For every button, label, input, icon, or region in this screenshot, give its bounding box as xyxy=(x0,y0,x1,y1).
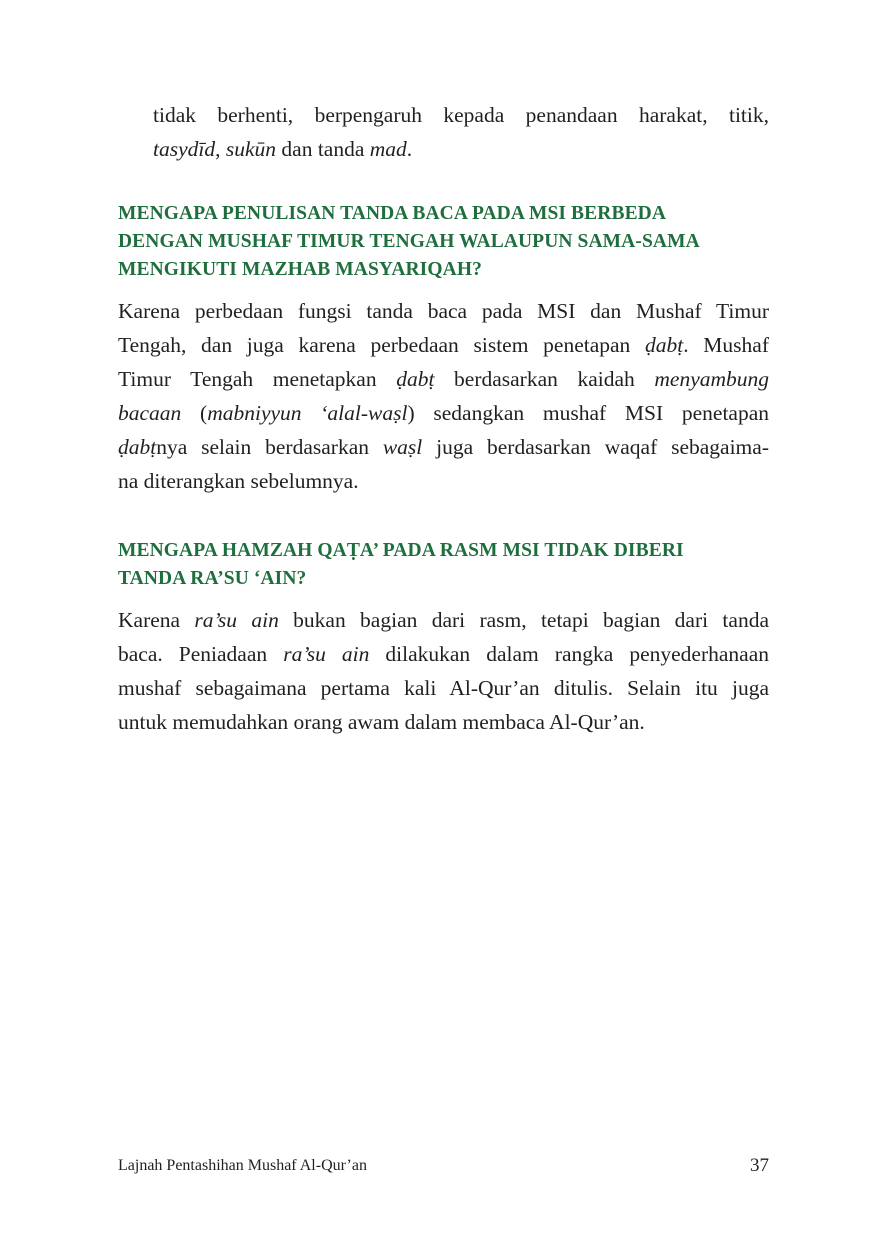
text-run: , xyxy=(215,137,226,161)
paragraph-line xyxy=(153,132,769,166)
text-run: bukan bagian dari rasm, tetapi bagian dari tanda xyxy=(278,608,769,632)
italic-term: tasydīd xyxy=(153,137,216,161)
paragraph-line: untuk memudahkan orang awam dalam membaca Al-Qur’an. xyxy=(118,710,645,734)
paragraph-line: na diterangkan sebelumnya. xyxy=(118,469,359,493)
text-run: Karena xyxy=(118,608,195,632)
paragraph-line xyxy=(118,396,769,430)
text-run: dan tanda xyxy=(276,137,370,161)
text-run: nya selain berdasarkan xyxy=(156,435,383,459)
page-footer xyxy=(118,1155,769,1177)
text-run: Tengah, dan juga karena perbedaan sistem penetapan xyxy=(118,333,645,357)
text-run: ( xyxy=(181,401,208,425)
paragraph-line: Karena perbedaan fungsi tanda baca pada MSI dan Mushaf Timur xyxy=(118,299,769,323)
heading-line: DENGAN MUSHAF TIMUR TENGAH WALAUPUN SAMA-SAMA xyxy=(118,231,700,252)
paragraph-line: tidak berhenti, berpengaruh kepada penandaan harakat, titik, xyxy=(153,103,769,127)
section-paragraph xyxy=(118,294,769,498)
italic-term: ra’su ain xyxy=(283,642,370,666)
footer-publisher: Lajnah Pentashihan Mushaf Al-Qur’an xyxy=(118,1157,367,1174)
heading-line: MENGAPA PENULISAN TANDA BACA PADA MSI BERBEDA xyxy=(118,203,667,224)
section-paragraph xyxy=(118,603,769,739)
paragraph-line xyxy=(118,328,769,362)
text-run: ) sedangkan mushaf MSI penetapan xyxy=(407,401,769,425)
italic-term: sukūn xyxy=(225,137,277,161)
text-run: . xyxy=(406,137,413,161)
italic-term: ḍabṭ xyxy=(118,435,157,459)
continuation-paragraph xyxy=(153,98,769,166)
paragraph-line xyxy=(118,637,769,671)
paragraph-line xyxy=(118,430,769,464)
text-run: Timur Tengah menetapkan xyxy=(118,367,397,391)
paragraph-line: mushaf sebagaimana pertama kali Al-Qur’an ditulis. Selain itu juga xyxy=(118,676,769,700)
italic-term: waṣl xyxy=(382,435,423,459)
paragraph-line xyxy=(118,603,769,637)
heading-line: MENGAPA HAMZAH QAṬA’ PADA RASM MSI TIDAK DIBERI xyxy=(118,540,684,561)
italic-term: menyambung xyxy=(654,367,770,391)
italic-term: ra’su ain xyxy=(194,608,279,632)
paragraph-line xyxy=(118,362,769,396)
italic-term: ḍabṭ xyxy=(396,367,435,391)
italic-term: bacaan xyxy=(118,401,182,425)
page-number: 37 xyxy=(750,1155,769,1176)
italic-term: mabniyyun ‘alal-waṣl xyxy=(207,401,408,425)
text-run: baca. Peniadaan xyxy=(118,642,284,666)
heading-line: MENGIKUTI MAZHAB MASYARIQAH? xyxy=(118,259,482,280)
text-run: juga berdasarkan waqaf sebagaima- xyxy=(422,435,769,459)
section-heading xyxy=(118,537,758,593)
text-run: dilakukan dalam rangka penyederhanaan xyxy=(369,642,769,666)
section-heading xyxy=(118,200,758,284)
italic-term: mad xyxy=(369,137,407,161)
italic-term: ḍabṭ xyxy=(645,333,684,357)
heading-line: TANDA RA’SU ‘AIN? xyxy=(118,568,307,589)
text-run: . Mushaf xyxy=(683,333,769,357)
text-run: berdasarkan kaidah xyxy=(434,367,655,391)
